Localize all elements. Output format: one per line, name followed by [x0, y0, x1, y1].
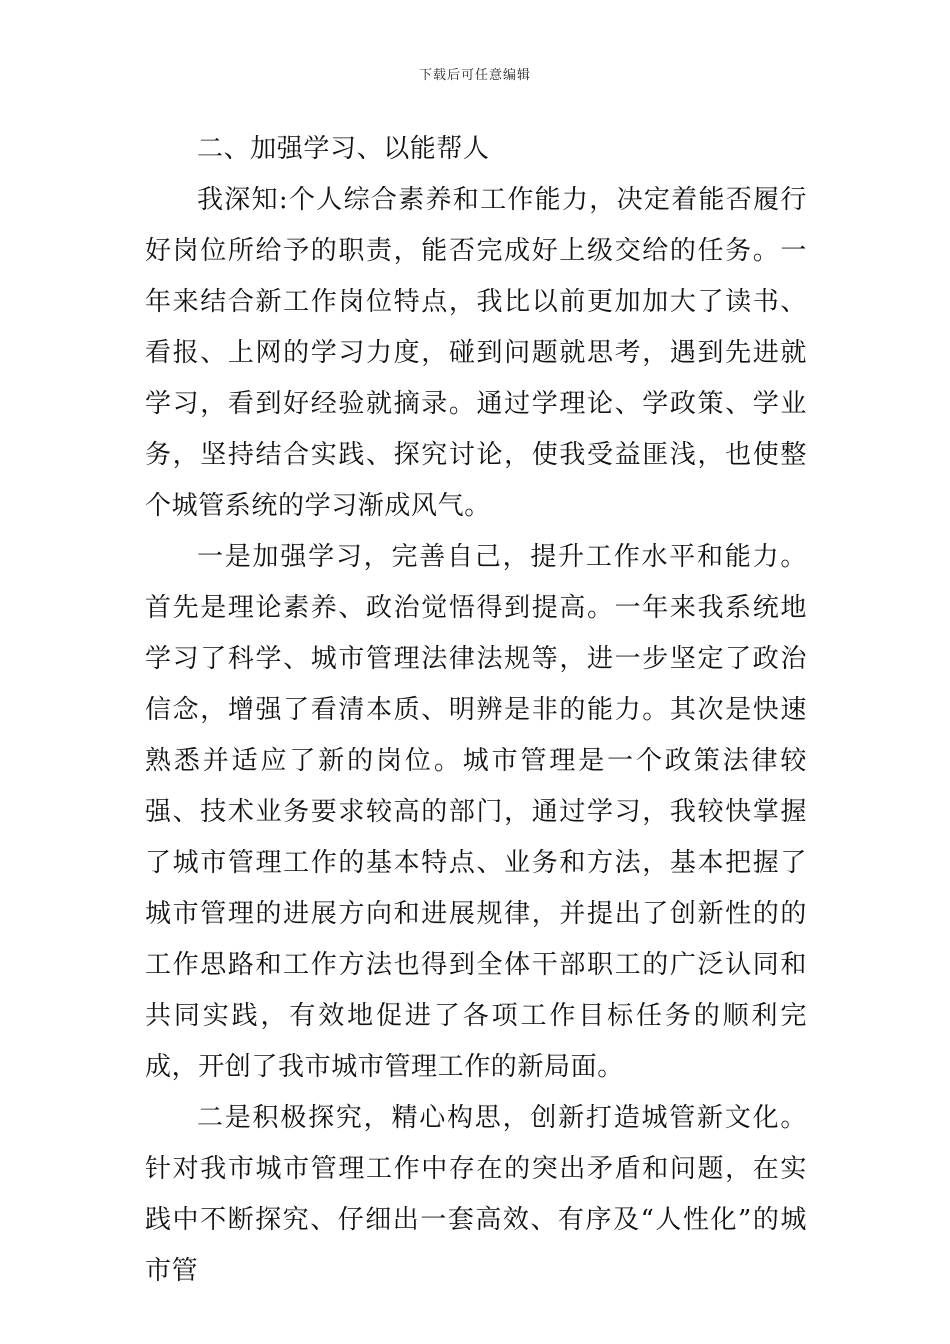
paragraph-3: 二是积极探究，精心构思，创新打造城管新文化。针对我市城市管理工作中存在的突出矛盾和问题，在实践中不断探究、仔细出一套高效、有序及“人性化”的城市管	[145, 1103, 807, 1286]
paragraph-1: 我深知:个人综合素养和工作能力，决定着能否履行好岗位所给予的职责，能否完成好上级交给的任务。一年来结合新工作岗位特点，我比以前更加加大了读书、看报、上网的学习力度，碰到问题就思考，遇到先进就学习，看到好经验就摘录。通过学理论、学政策、学业务，坚持结合实践、探究讨论，使我受益匪浅，也使整个城管系统的学习渐成风气。	[145, 185, 807, 521]
page-header-note: 下载后可任意编辑	[418, 68, 531, 83]
document-body	[145, 124, 807, 1297]
section-heading: 二、加强学习、以能帮人	[197, 134, 490, 164]
paragraph-2: 一是加强学习，完善自己，提升工作水平和能力。首先是理论素养、政治觉悟得到提高。一年来我系统地学习了科学、城市管理法律法规等，进一步坚定了政治信念，增强了看清本质、明辨是非的能力。其次是快速熟悉并适应了新的岗位。城市管理是一个政策法律较强、技术业务要求较高的部门，通过学习，我较快掌握了城市管理工作的基本特点、业务和方法，基本把握了城市管理的进展方向和进展规律，并提出了创新性的的工作思路和工作方法也得到全体干部职工的广泛认同和共同实践，有效地促进了各项工作目标任务的顺利完成，开创了我市城市管理工作的新局面。	[145, 542, 807, 1082]
